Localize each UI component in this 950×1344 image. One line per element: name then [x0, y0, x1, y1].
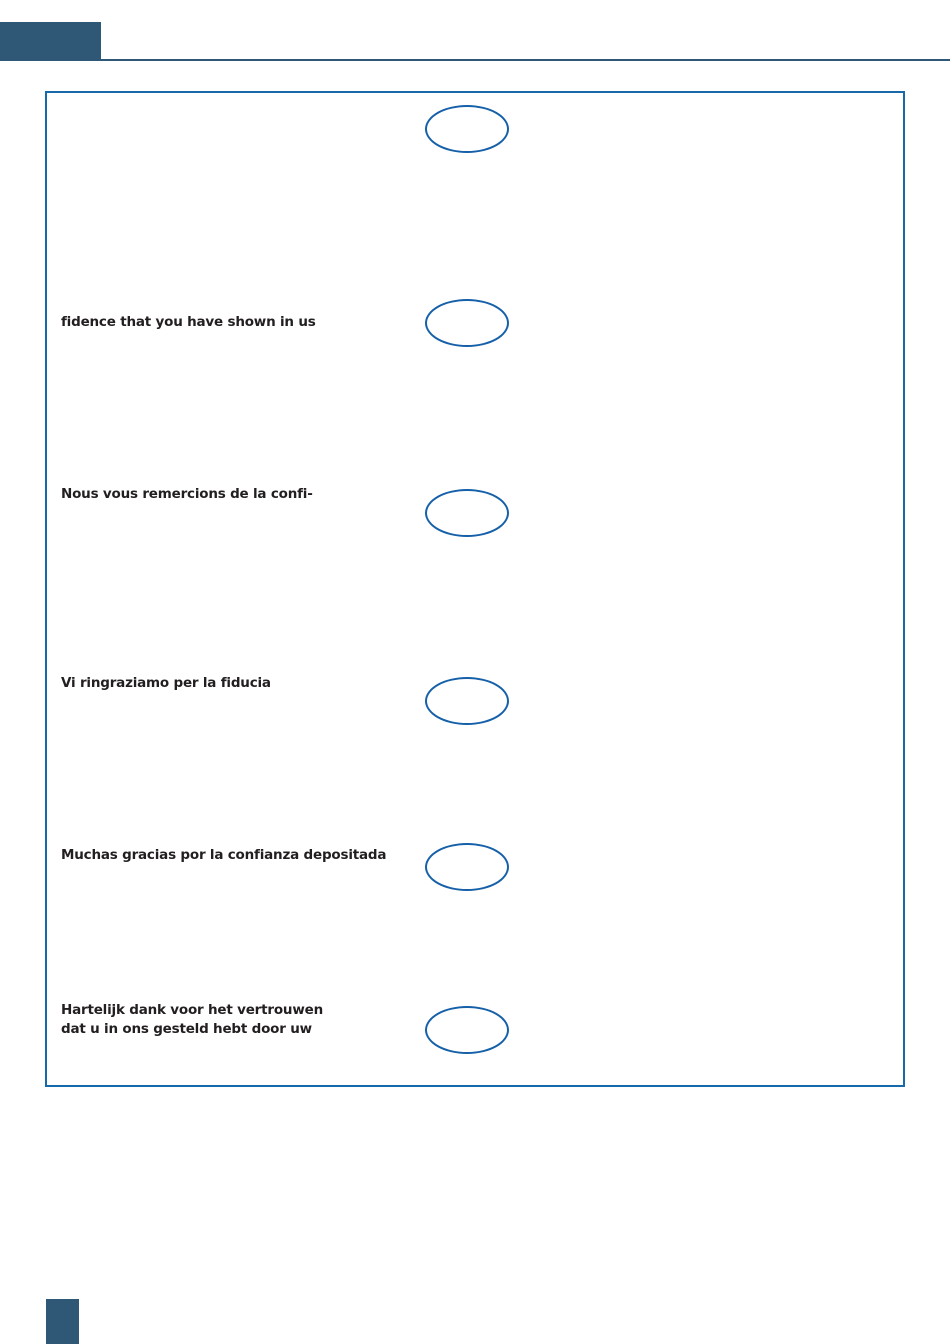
header-rule	[101, 59, 950, 61]
page-marker	[46, 1299, 79, 1344]
section-text	[61, 1001, 401, 1039]
text-line: fidence that you have shown in us	[61, 314, 316, 330]
language-oval	[425, 677, 509, 725]
text-line: Nous vous remercions de la confi-	[61, 486, 313, 502]
text-line: Muchas gracias por la confianza depositada	[61, 847, 387, 863]
language-oval	[425, 489, 509, 537]
section-text	[61, 674, 401, 693]
text-line: Hartelijk dank voor het vertrouwen	[61, 1002, 323, 1018]
content-frame	[45, 91, 905, 1087]
section-dutch	[47, 1002, 903, 1066]
section-text	[61, 846, 401, 865]
section-text	[61, 485, 401, 504]
language-oval	[425, 843, 509, 891]
section-english	[47, 299, 903, 359]
language-oval	[425, 105, 509, 153]
section-italian	[47, 677, 903, 737]
language-oval	[425, 299, 509, 347]
text-line: dat u in ons gesteld hebt door uw	[61, 1021, 312, 1037]
section-spanish	[47, 843, 903, 903]
section-text	[61, 313, 401, 332]
section-blank	[47, 105, 903, 165]
language-oval	[425, 1006, 509, 1054]
header-tab	[0, 22, 101, 61]
section-french	[47, 486, 903, 549]
text-line: Vi ringraziamo per la fiducia	[61, 675, 271, 691]
